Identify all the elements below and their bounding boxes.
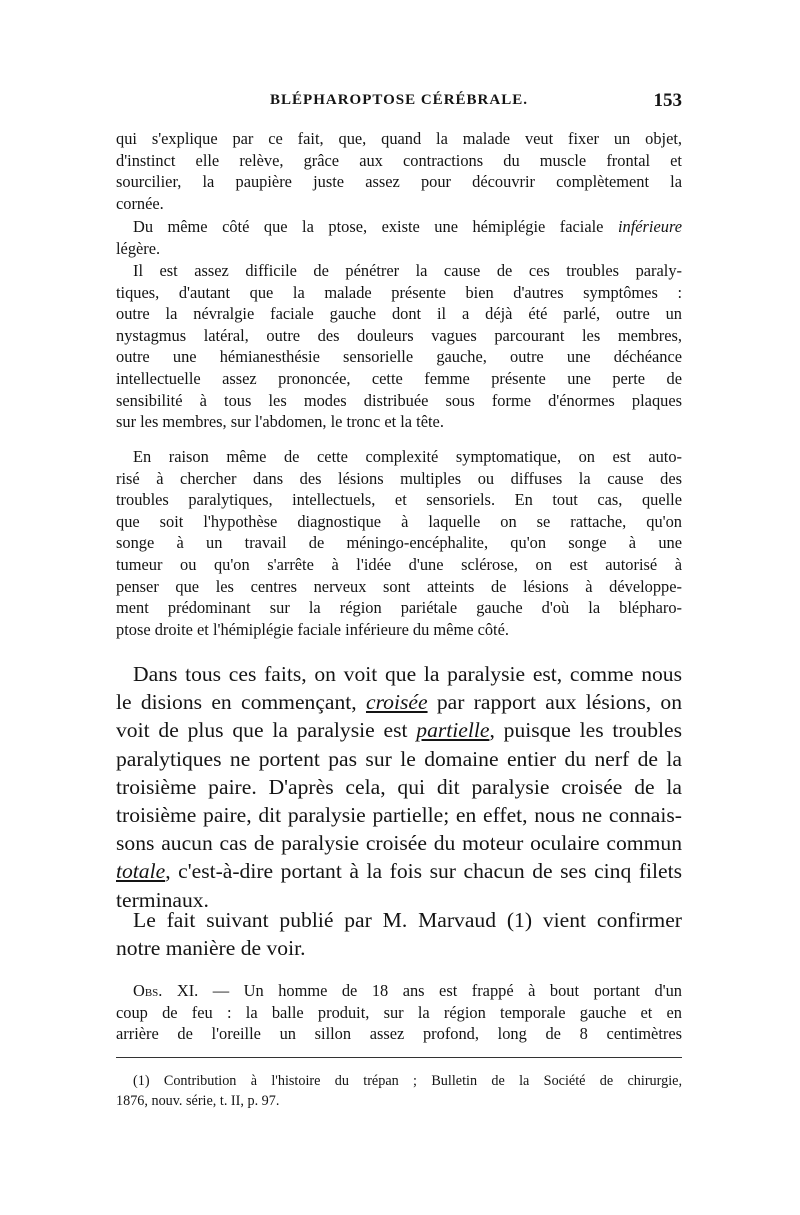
- text-line: ptose droite et l'hémiplégie faciale inférieure du même côté.: [116, 619, 509, 639]
- text-line: tiques, d'autant que la malade présente bien d'autres symptômes :: [116, 282, 682, 302]
- paragraph-5: [116, 660, 682, 914]
- text-line: arrière de l'oreille un sillon assez profond, long de 8 centimètres: [116, 1024, 682, 1044]
- page-number: 153: [653, 90, 682, 111]
- text-line: sons aucun cas de paralysie croisée du moteur oculaire commun: [116, 831, 682, 856]
- text-line: cornée.: [116, 193, 164, 213]
- text-line: qui s'explique par ce fait, que, quand la malade veut fixer un objet,: [116, 129, 682, 148]
- text-line: légère.: [116, 238, 161, 258]
- text-line: ment prédominant sur la région pariétale gauche d'où la blépharo-: [116, 598, 682, 618]
- text-line: Dans tous ces faits, on voit que la paralysie est, comme nous: [133, 662, 682, 686]
- running-head: [116, 92, 682, 114]
- text-line: [116, 857, 682, 885]
- observation-xi: [116, 980, 682, 1045]
- text-line: coup de feu : la balle produit, sur la région temporale gauche et en: [116, 1002, 682, 1022]
- text-line: intellectuelle assez prononcée, cette femme présente une perte de: [116, 368, 682, 388]
- text-line: sur les membres, sur l'abdomen, le tronc et la tête.: [116, 412, 444, 432]
- text-line: [116, 216, 682, 238]
- text-run: par rapport aux lésions, on: [427, 690, 682, 715]
- text-line: terminaux.: [116, 887, 209, 912]
- text-run: le disions en commençant,: [116, 690, 366, 715]
- text-line: outre une hémianesthésie sensorielle gauche, outre une déchéance: [116, 347, 682, 367]
- text-line: sensibilité à tous les modes distribuée sous forme d'énormes plaques: [116, 390, 682, 410]
- text-line: [116, 688, 682, 716]
- text-line: songe à un travail de méningo-encéphalite, qu'on songe à une: [116, 533, 682, 553]
- text-run: , c'est-à-dire portant à la fois sur chacun de ses cinq filets: [165, 859, 682, 884]
- text-run: , puisque les troubles: [489, 718, 682, 743]
- paragraph-1: [116, 128, 682, 214]
- paragraph-3: [116, 260, 682, 433]
- text-line: troisième paire, dit paralysie partielle; en effet, nous ne connais-: [116, 803, 682, 828]
- paragraph-6: [116, 906, 682, 962]
- paragraph-2: [116, 216, 682, 259]
- text-line: tumeur ou qu'on s'arrête à l'idée d'une sclérose, on est autorisé à: [116, 554, 682, 574]
- text-line: penser que les centres nerveux sont atteints de lésions à développe-: [116, 576, 682, 596]
- text-line: troubles paralytiques, intellectuels, et sensoriels. En tout cas, quelle: [116, 490, 682, 510]
- text-line: [116, 716, 682, 744]
- paragraph-4: [116, 446, 682, 640]
- footnote-line: 1876, nouv. série, t. II, p. 97.: [116, 1092, 280, 1109]
- text-run: Du même côté que la ptose, existe une hémiplégie faciale: [133, 217, 618, 236]
- emphasis: partielle: [416, 718, 490, 743]
- text-line: En raison même de cette complexité symptomatique, on est auto-: [133, 447, 682, 466]
- emphasis: croisée: [365, 690, 428, 715]
- observation-label: Obs. XI.: [133, 981, 199, 1000]
- text-line: paralytiques ne portent pas sur le domaine entier du nerf de la: [116, 746, 682, 771]
- text-run: — Un homme de 18 ans est frappé à bout portant d'un: [198, 981, 682, 1000]
- text-line: Il est assez difficile de pénétrer la cause de ces troubles paraly-: [133, 261, 682, 280]
- running-title: BLÉPHAROPTOSE CÉRÉBRALE.: [270, 92, 528, 108]
- footnote: [116, 1072, 682, 1111]
- text-line: sourcilier, la paupière juste assez pour découvrir complètement la: [116, 172, 682, 192]
- text-line: Le fait suivant publié par M. Marvaud (1) vient confirmer: [133, 908, 682, 932]
- emphasis: inférieure: [617, 217, 682, 236]
- footnote-line: (1) Contribution à l'histoire du trépan ; Bulletin de la Société de chirurgie,: [133, 1073, 682, 1089]
- emphasis: totale: [116, 859, 166, 884]
- text-line: outre la névralgie faciale gauche dont il a déjà été parlé, outre un: [116, 304, 682, 324]
- text-line: risé à chercher dans des lésions multiples ou diffuses la cause des: [116, 468, 682, 488]
- text-line: [116, 980, 682, 1002]
- text-line: troisième paire. D'après cela, qui dit paralysie croisée de la: [116, 774, 682, 799]
- text-line: que soit l'hypothèse diagnostique à laquelle on se rattache, qu'on: [116, 511, 682, 531]
- text-line: nystagmus latéral, outre des douleurs vagues parcourant les membres,: [116, 325, 682, 345]
- text-line: d'instinct elle relève, grâce aux contractions du muscle frontal et: [116, 150, 682, 170]
- text-line: notre manière de voir.: [116, 936, 306, 961]
- text-run: voit de plus que la paralysie est: [116, 718, 417, 743]
- footnote-divider: [116, 1057, 682, 1058]
